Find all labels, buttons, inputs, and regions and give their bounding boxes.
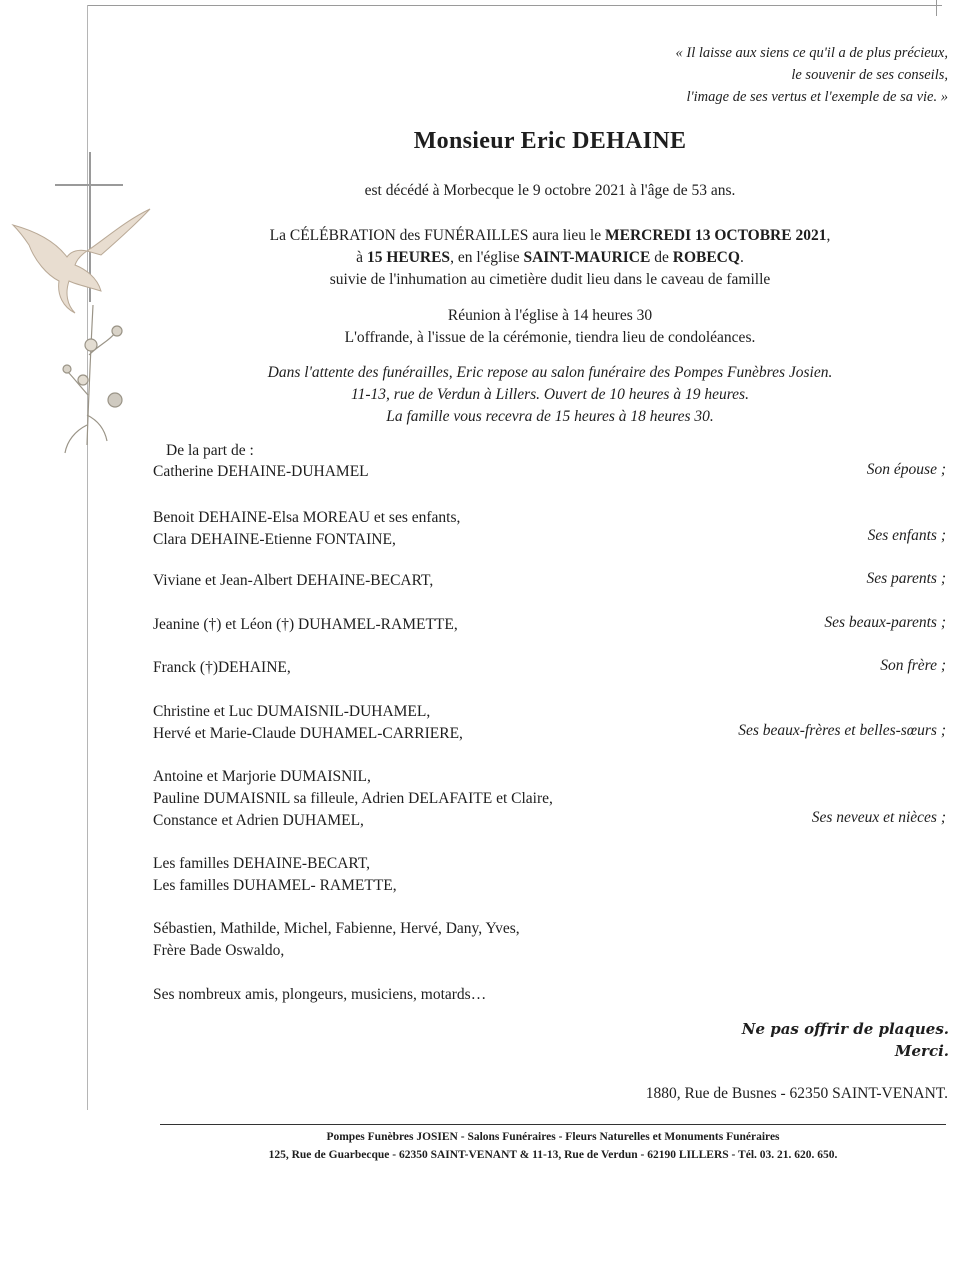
footer-line: Pompes Funèbres JOSIEN - Salons Funéraires - Fleurs Naturelles et Monuments Funéraires [326, 1131, 780, 1143]
ceremony-text: . [739, 249, 744, 266]
family-relation: Son épouse ; [866, 461, 946, 478]
church-name: SAINT-MAURICE [523, 249, 651, 266]
quote-line: l'image de ses vertus et l'exemple de sa vie. » [686, 89, 948, 105]
no-plaques-note: Ne pas offrir de plaques. [741, 1020, 949, 1038]
thanks-note: Merci. [894, 1042, 949, 1060]
family-names [153, 461, 369, 483]
family-names [153, 570, 433, 592]
ceremony-text: , [826, 227, 831, 244]
footer-line: 125, Rue de Guarbecque - 62350 SAINT-VENANT & 11-13, Rue de Verdun - 62190 LILLERS - Tél. 03. 21. 620. 650. [268, 1149, 838, 1161]
family-name-line: Antoine et Marjorie DUMAISNIL, [153, 768, 371, 785]
family-names [153, 853, 397, 897]
family-relation: Ses parents ; [866, 570, 946, 587]
from-label: De la part de : [166, 442, 254, 459]
family-names [153, 701, 463, 745]
family-name-line: Constance et Adrien DUHAMEL, [153, 812, 364, 829]
meeting-info [0, 305, 976, 349]
funeral-home-footer [160, 1128, 946, 1164]
family-relation: Ses beaux-parents ; [824, 614, 946, 631]
page-border-top [87, 5, 942, 6]
family-relation: Ses beaux-frères et belles-sœurs ; [738, 722, 946, 739]
family-names [153, 507, 460, 551]
ceremony-text: à [356, 249, 367, 266]
family-address: 1880, Rue de Busnes - 62350 SAINT-VENANT. [645, 1085, 948, 1102]
ceremony-date: MERCREDI 13 OCTOBRE 2021 [604, 227, 827, 244]
family-name-line: Catherine DEHAINE-DUHAMEL [153, 463, 369, 480]
ceremony-line-date [0, 225, 976, 247]
quote-line: le souvenir de ses conseils, [791, 67, 948, 83]
family-names [153, 984, 486, 1006]
family-name-line: Viviane et Jean-Albert DEHAINE-BECART, [153, 572, 434, 589]
family-names [153, 766, 553, 832]
ceremony-details [0, 225, 976, 291]
town-name: ROBECQ [672, 249, 740, 266]
ceremony-text: La CÉLÉBRATION des FUNÉRAILLES aura lieu le [269, 227, 605, 244]
family-name-line: Sébastien, Mathilde, Michel, Fabienne, Hervé, Dany, Yves, [153, 920, 520, 937]
family-relation: Son frère ; [880, 657, 946, 674]
family-name-line: Clara DEHAINE-Etienne FONTAINE, [153, 531, 396, 548]
family-name-line: Les familles DUHAMEL- RAMETTE, [153, 877, 397, 894]
family-names [153, 918, 520, 962]
ceremony-line-place [0, 247, 976, 269]
meeting-line: Réunion à l'église à 14 heures 30 [447, 307, 653, 324]
funeral-home-info [0, 362, 976, 428]
deceased-name: Monsieur Eric DEHAINE [413, 128, 687, 154]
family-names [153, 657, 291, 679]
epigraph-quote [676, 42, 949, 108]
funeral-home-line: Dans l'attente des funérailles, Eric repose au salon funéraire des Pompes Funèbres Josien. [267, 364, 833, 381]
family-name-line: Frère Bade Oswaldo, [153, 942, 285, 959]
death-notice: est décédé à Morbecque le 9 octobre 2021 à l'âge de 53 ans. [364, 182, 736, 199]
family-name-line: Jeanine (†) et Léon (†) DUHAMEL-RAMETTE, [153, 616, 458, 633]
family-name-line: Franck (†)DEHAINE, [153, 659, 291, 676]
funeral-home-line: La famille vous recevra de 15 heures à 18 heures 30. [386, 408, 714, 425]
closing-note [742, 1018, 949, 1062]
family-name-line: Les familles DEHAINE-BECART, [153, 855, 371, 872]
ceremony-text: , en l'église [450, 249, 524, 266]
family-names [153, 614, 458, 636]
family-relation: Ses enfants ; [867, 527, 946, 544]
family-name-line: Benoit DEHAINE-Elsa MOREAU et ses enfants, [153, 509, 461, 526]
ceremony-time: 15 HEURES [366, 249, 451, 266]
family-name-line: Pauline DUMAISNIL sa filleule, Adrien DELAFAITE et Claire, [153, 790, 553, 807]
funeral-home-line: 11-13, rue de Verdun à Lillers. Ouvert de 10 heures à 19 heures. [351, 386, 749, 403]
ceremony-text: de [650, 249, 673, 266]
family-name-line: Christine et Luc DUMAISNIL-DUHAMEL, [153, 703, 431, 720]
footer-divider [160, 1124, 946, 1125]
family-name-line: Hervé et Marie-Claude DUHAMEL-CARRIERE, [153, 725, 463, 742]
meeting-line: L'offrande, à l'issue de la cérémonie, tiendra lieu de condoléances. [344, 329, 756, 346]
family-relation: Ses neveux et nièces ; [811, 809, 946, 826]
page-border-left [87, 5, 88, 1110]
crop-mark [936, 0, 937, 16]
quote-line: « Il laisse aux siens ce qu'il a de plus précieux, [675, 45, 948, 61]
ceremony-line-burial: suivie de l'inhumation au cimetière dudit lieu dans le caveau de famille [329, 271, 771, 288]
family-name-line: Ses nombreux amis, plongeurs, musiciens, motards… [153, 986, 487, 1003]
